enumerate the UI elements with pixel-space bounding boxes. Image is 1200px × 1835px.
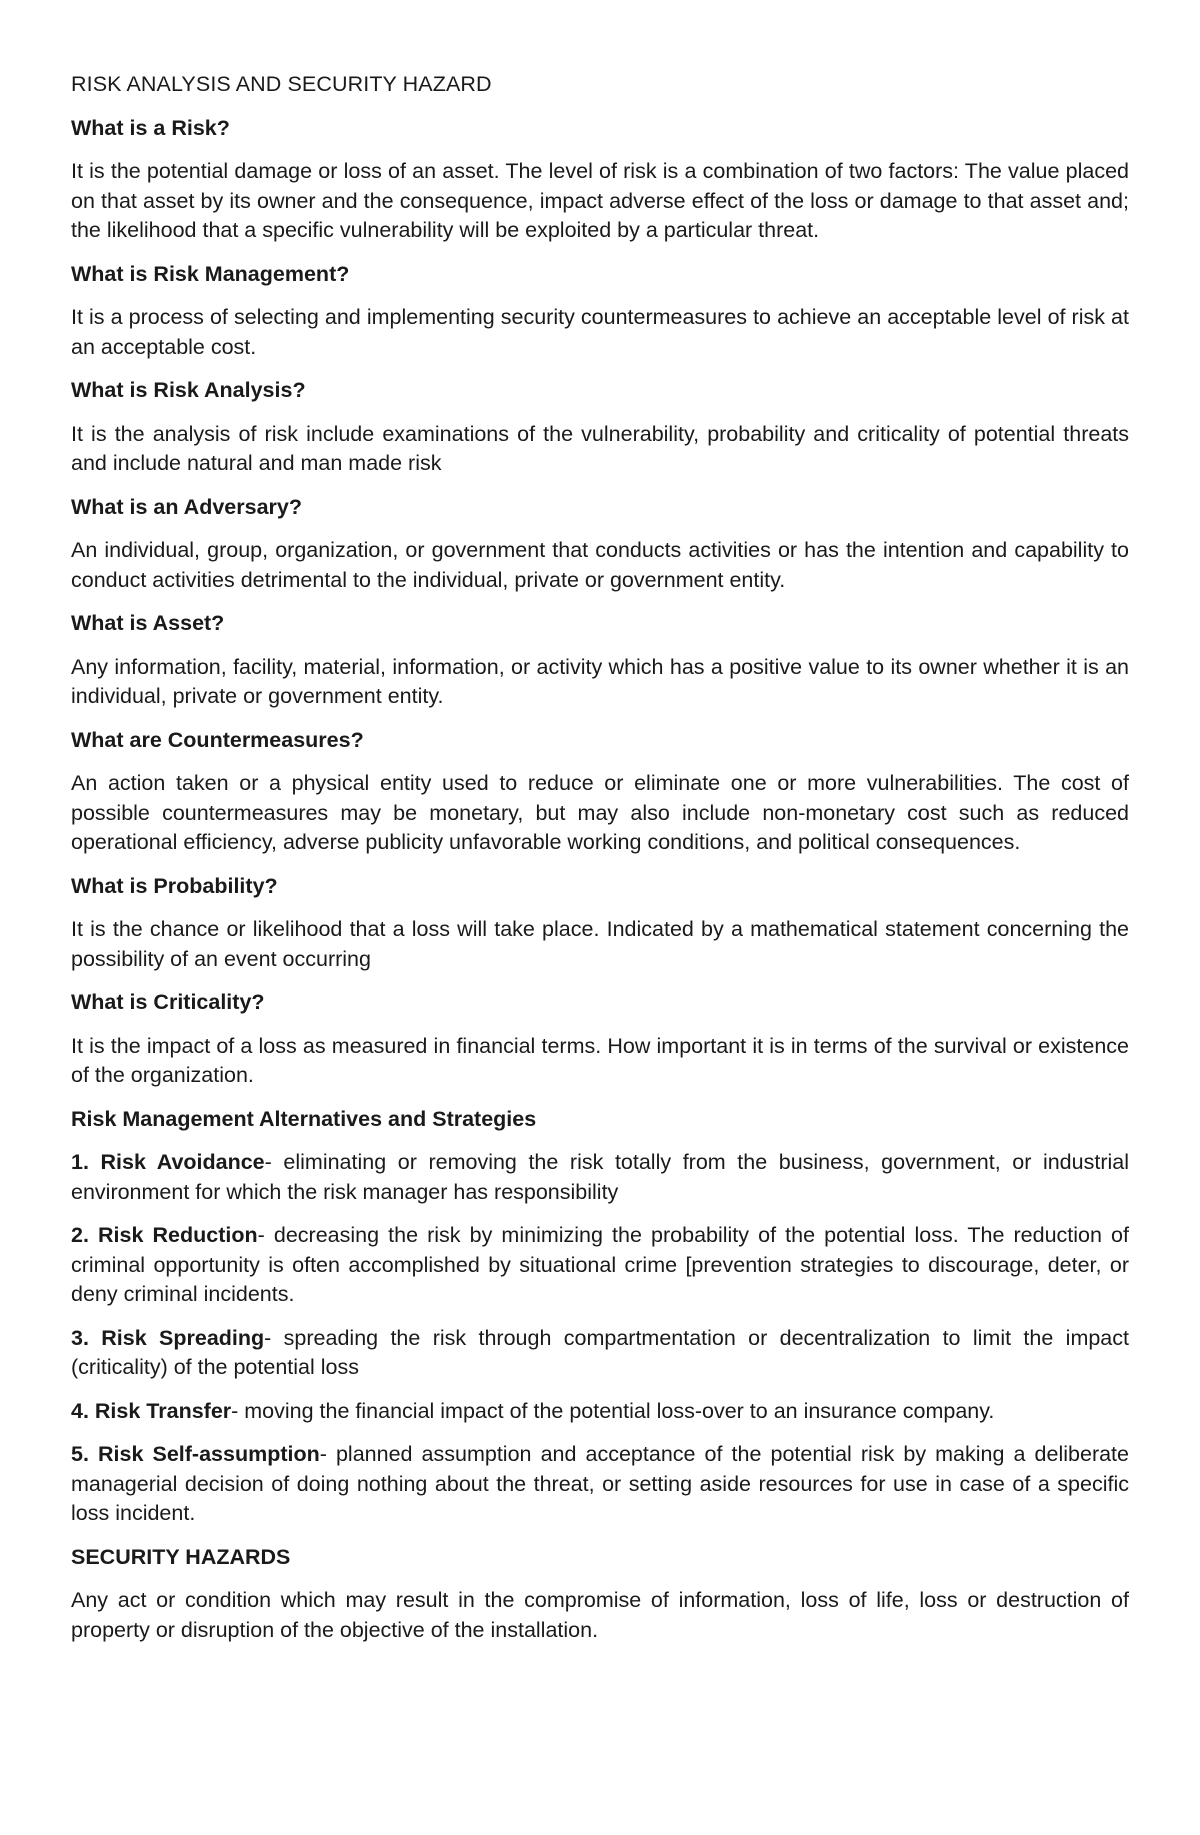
document-title: RISK ANALYSIS AND SECURITY HAZARD: [71, 72, 492, 96]
strategy-item: [71, 1440, 1129, 1529]
strategy-text: - eliminating or removing the risk totally from the business, government, or industrial environment for which the risk manager has responsibility: [71, 1150, 1129, 1204]
security-hazards-text: Any act or condition which may result in the compromise of information, loss of life, loss or destruction of property or disruption of the objective of the installation.: [71, 1588, 1129, 1642]
question-adversary: What is an Adversary?: [71, 494, 302, 519]
strategy-term: 2. Risk Reduction: [71, 1223, 258, 1247]
question-probability: What is Probability?: [71, 873, 278, 898]
question-criticality: What is Criticality?: [71, 990, 265, 1014]
strategy-text: - moving the financial impact of the potential loss-over to an insurance company.: [231, 1398, 995, 1423]
answer-adversary: An individual, group, organization, or government that conducts activities or has the intention and capability to conduct activities detrimental to the individual, private or government entity.: [71, 538, 1129, 592]
strategy-text: - spreading the risk through compartmentation or decentralization to limit the impact (criticality) of the potential loss: [71, 1325, 1129, 1379]
security-hazards-heading: SECURITY HAZARDS: [71, 1544, 291, 1569]
answer-risk-management: It is a process of selecting and implementing security countermeasures to achieve an acceptable level of risk at an acceptable cost.: [71, 305, 1129, 359]
answer-risk-analysis: It is the analysis of risk include examinations of the vulnerability, probability and criticality of potential threats and include natural and man made risk: [71, 421, 1129, 475]
strategy-text: - decreasing the risk by minimizing the probability of the potential loss. The reduction of criminal opportunity is often accomplished by situational crime [prevention strategies to discourage, deter, or deny criminal incidents.: [71, 1223, 1129, 1306]
document-page: [71, 70, 1129, 1659]
question-countermeasures: What are Countermeasures?: [71, 727, 364, 752]
answer-countermeasures: An action taken or a physical entity used to reduce or eliminate one or more vulnerabilities. The cost of possible countermeasures may be monetary, but may also include non-monetary cost such as reduced operational efficiency, adverse publicity unfavorable working conditions, and political consequences.: [71, 771, 1129, 854]
question-asset: What is Asset?: [71, 611, 225, 635]
strategy-item: [71, 1221, 1129, 1310]
strategy-item: [71, 1148, 1129, 1207]
answer-probability: It is the chance or likelihood that a loss will take place. Indicated by a mathematical statement concerning the possibility of an event occurring: [71, 917, 1129, 971]
question-risk: What is a Risk?: [71, 115, 230, 140]
strategy-text: - planned assumption and acceptance of the potential risk by making a deliberate managerial decision of doing nothing about the threat, or setting aside resources for use in case of a specific loss incident.: [71, 1442, 1129, 1525]
strategy-term: 1. Risk Avoidance: [71, 1150, 265, 1174]
question-risk-analysis: What is Risk Analysis?: [71, 378, 306, 402]
strategy-item: [71, 1324, 1129, 1383]
strategy-item: [71, 1397, 1129, 1427]
answer-asset: Any information, facility, material, information, or activity which has a positive value to its owner whether it is an individual, private or government entity.: [71, 654, 1129, 708]
answer-criticality: It is the impact of a loss as measured in financial terms. How important it is in terms of the survival or existence of the organization.: [71, 1033, 1129, 1087]
question-risk-management: What is Risk Management?: [71, 261, 350, 286]
strategies-heading: Risk Management Alternatives and Strategies: [71, 1106, 537, 1131]
strategy-term: 4. Risk Transfer: [71, 1398, 232, 1423]
answer-risk: It is the potential damage or loss of an asset. The level of risk is a combination of two factors: The value placed on that asset by its owner and the consequence, impact adverse effect of the loss or damage to that asset and; the likelihood that a specific vulnerability will be exploited by a particular threat.: [71, 159, 1129, 242]
strategy-term: 5. Risk Self-assumption: [71, 1442, 320, 1466]
strategy-term: 3. Risk Spreading: [71, 1325, 265, 1350]
